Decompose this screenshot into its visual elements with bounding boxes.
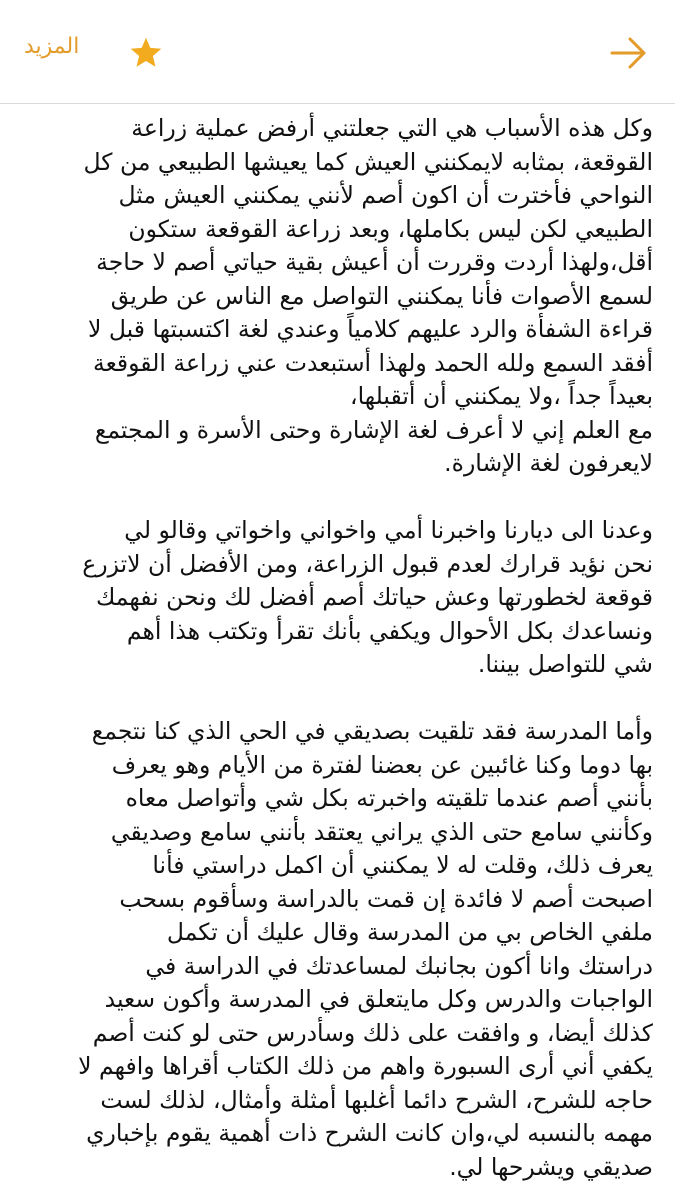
- article-body: [22, 104, 653, 1200]
- star-icon[interactable]: [128, 35, 164, 71]
- top-app-bar: [0, 0, 675, 104]
- paragraph-1: وكل هذه الأسباب هي التي جعلتني أرفض عملية زراعة القوقعة، بمثابه لايمكنني العيش كما يعيشها الطبيعي من كل النواحي فأخترت أن اكون أصم لأنني يمكنني العيش مثل الطبيعي لكن ليس بكاملها، وبعد زراعة القوقعة ستكون أقل،ولهذا أردت وقررت أن أعيش بقية حياتي أصم لا حاجة لسمع الأصوات فأنا يمكنني التواصل مع الناس عن طريق قراءة الشفأة والرد عليهم كلامياً وعندي لغة اكتسبتها قبل لا أفقد السمع ولله الحمد ولهذا أستبعدت عني زراعة القوقعة بعيداً جداً ،ولا يمكنني أن أتقبلها، مع العلم إني لا أعرف لغة الإشارة وحتى الأسرة و المجتمع لايعرفون لغة الإشارة.: [83, 114, 653, 477]
- more-button[interactable]: المزيد: [24, 34, 80, 59]
- paragraph-2: وعدنا الى ديارنا واخبرنا أمي واخواني واخواتي وقالو لي نحن نؤيد قرارك لعدم قبول الزراعة، ومن الأفضل أن لاتزرع قوقعة لخطورتها وعش حياتك أصم أفضل لك ونحن نفهمك ونساعدك بكل الأحوال ويكفي بأنك تقرأ وتكتب هذا أهم شي للتواصل بيننا.: [82, 516, 653, 678]
- paragraph-3: وأما المدرسة فقد تلقيت بصديقي في الحي الذي كنا نتجمع بها دوما وكنا غائبين عن بعضنا لفترة من الأيام وهو يعرف بأنني أصم عندما تلقيته واخبرته بكل شي وأتواصل معاه وكأنني سامع حتى الذي يراني يعتقد بأنني سامع وصديقي يعرف ذلك، وقلت له لا يمكنني أن اكمل دراستي فأنا اصبحت أصم لا فائدة إن قمت بالدراسة وسأقوم بسحب ملفي الخاص بي من المدرسة وقال عليك أن تكمل دراستك وانا أكون بجانبك لمساعدتك في الدراسة في الواجبات والدرس وكل مايتعلق في المدرسة وأكون سعيد كذلك أيضا، و وافقت على ذلك وسأدرس حتى لو كنت أصم يكفي أني أرى السبورة واهم من ذلك الكتاب أقراها وافهم لا حاجه للشرح، الشرح دائما أغلبها أمثلة وأمثال، لذلك لست مهمه بالنسبه لي،وان كانت الشرح ذات أهمية يقوم بإخباري صديقي ويشرحها لي.: [78, 717, 653, 1181]
- arrow-right-icon[interactable]: [609, 34, 649, 72]
